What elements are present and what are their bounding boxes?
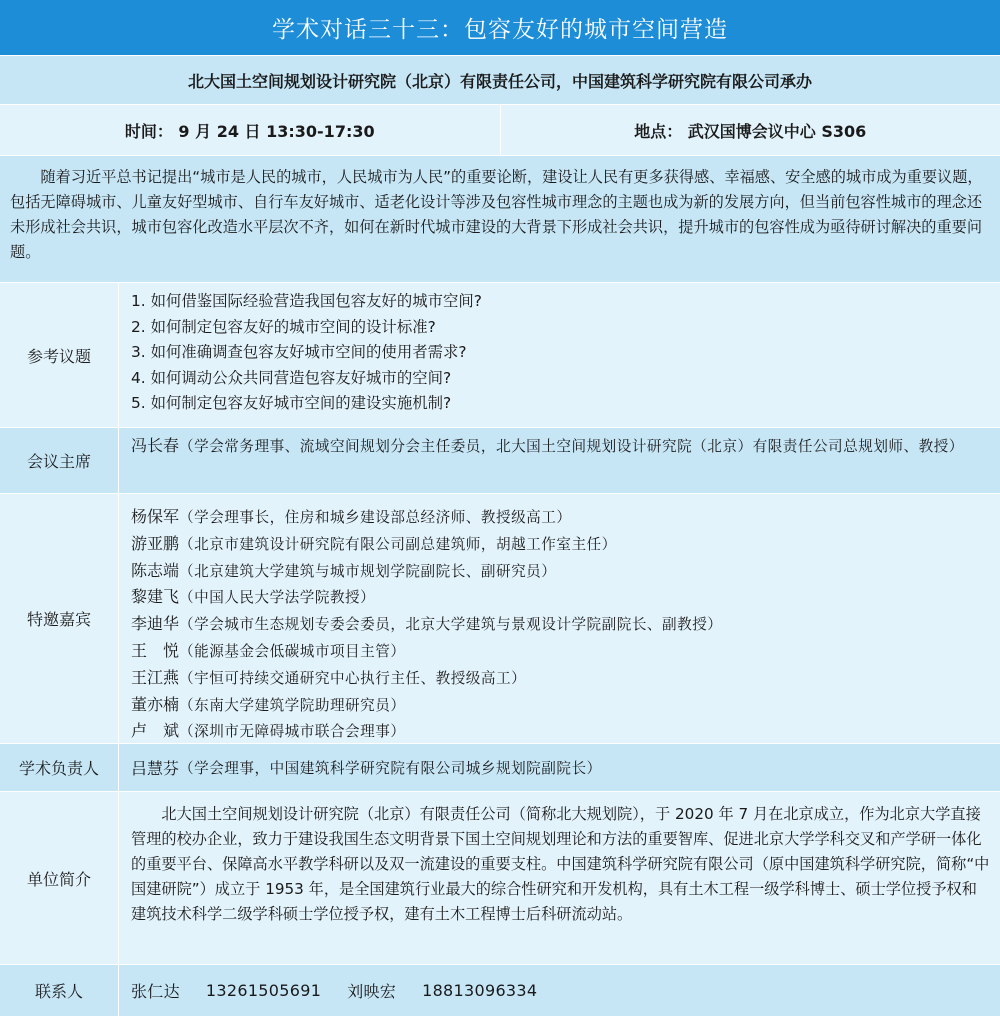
unit-label: 单位简介 (0, 792, 119, 964)
chair-label: 会议主席 (0, 428, 119, 493)
unit-info (119, 792, 1000, 964)
contact-info (119, 965, 1000, 1016)
guests-list (119, 494, 1000, 743)
topics-label: 参考议题 (0, 283, 119, 427)
guest-name: 王江燕 (131, 668, 179, 687)
topics-section (0, 283, 1000, 428)
guest-name: 杨保军 (131, 507, 179, 526)
intro-paragraph: 随着习近平总书记提出“城市是人民的城市，人民城市为人民”的重要论断，建设让人民有更多获得感、幸福感、安全感的城市成为重要议题，包括无障碍城市、儿童友好型城市、自行车友好城市、适老化设计等涉及包容性城市理念的主题也成为新的发展方向，但当前包容性城市的理念还未形成社会共识，城市包容化改造水平层次不齐，如何在新时代城市建设的大背景下形成社会共识，提升城市的包容性成为亟待研讨解决的重要问题。 (10, 165, 990, 265)
guest-name: 游亚鹏 (131, 534, 179, 553)
guests-section (0, 494, 1000, 744)
unit-intro-section (0, 792, 1000, 965)
list-item: 2. 如何制定包容友好的城市空间的设计标准? (131, 315, 990, 341)
list-item (131, 638, 990, 665)
list-item: 1. 如何借鉴国际经验营造我国包容友好的城市空间? (131, 289, 990, 315)
unit-paragraph: 北大国土空间规划设计研究院（北京）有限责任公司（简称北大规划院），于 2020 年 7 月在北京成立，作为北京大学直接管理的校办企业，致力于建设我国生态文明背景下国土空间规划理论和方法的重要智库、促进北京大学学科交叉和产学研一体化的重要平台、保障高水平教学科研以及双一流建设的重要支柱。中国建筑科学研究院有限公司（原中国建筑科学研究院，简称“中国建研院”）成立于 1953 年，是全国建筑行业最大的综合性研究和开发机构，具有土木工程一级学科博士、硕士学位授予权和建筑技术科学二级学科硕士学位授予权，建有土木工程博士后科研流动站。 (131, 802, 990, 927)
contact-name: 刘映宏 (347, 979, 396, 1002)
guest-name: 卢 斌 (131, 721, 179, 740)
lead-info (119, 744, 1000, 791)
lead-desc: （学会理事，中国建筑科学研究院有限公司城乡规划院副院长） (179, 757, 602, 778)
contact-label: 联系人 (0, 965, 119, 1016)
list-item (131, 665, 990, 692)
guest-desc: （学会理事长，住房和城乡建设部总经济师、教授级高工） (179, 509, 571, 526)
guests-label: 特邀嘉宾 (0, 494, 119, 743)
guest-name: 董亦楠 (131, 695, 179, 714)
guest-desc: （宇恒可持续交通研究中心执行主任、教授级高工） (179, 670, 526, 687)
academic-lead-section (0, 744, 1000, 792)
lead-label: 学术负责人 (0, 744, 119, 791)
lead-name: 吕慧芬 (131, 756, 179, 779)
list-item (131, 692, 990, 719)
list-item (131, 504, 990, 531)
chair-name: 冯长春 (131, 436, 179, 455)
guest-name: 黎建飞 (131, 587, 179, 606)
contact-phone: 18813096334 (422, 981, 537, 1000)
organizer-line: 北大国土空间规划设计研究院（北京）有限责任公司，中国建筑科学研究院有限公司承办 (0, 56, 1000, 105)
list-item: 4. 如何调动公众共同营造包容友好城市的空间? (131, 366, 990, 392)
list-item: 5. 如何制定包容友好城市空间的建设实施机制? (131, 391, 990, 417)
chair-section (0, 428, 1000, 494)
contact-section (0, 965, 1000, 1016)
guest-name: 陈志端 (131, 561, 179, 580)
chair-desc: （学会常务理事、流域空间规划分会主任委员，北大国土空间规划设计研究院（北京）有限责任公司总规划师、教授） (179, 438, 964, 455)
guest-desc: （东南大学建筑学院助理研究员） (179, 697, 405, 714)
list-item (131, 531, 990, 558)
guest-name: 李迪华 (131, 614, 179, 633)
topics-list (119, 283, 1000, 427)
list-item (131, 584, 990, 611)
guest-desc: （北京市建筑设计研究院有限公司副总建筑师，胡越工作室主任） (179, 536, 617, 553)
contact-phone: 13261505691 (206, 981, 321, 1000)
list-item (131, 718, 990, 745)
contact-name: 张仁达 (131, 979, 180, 1002)
guest-desc: （深圳市无障碍城市联合会理事） (179, 723, 405, 740)
intro-section (0, 156, 1000, 283)
guest-desc: （中国人民大学法学院教授） (179, 589, 375, 606)
place-text: 地点： 武汉国博会议中心 S306 (500, 105, 1000, 155)
guest-desc: （学会城市生态规划专委会委员，北京大学建筑与景观设计学院副院长、副教授） (179, 616, 722, 633)
list-item (131, 558, 990, 585)
page-title: 学术对话三十三：包容友好的城市空间营造 (0, 0, 1000, 56)
time-text: 时间： 9 月 24 日 13:30-17:30 (0, 105, 500, 155)
guest-name: 王 悦 (131, 641, 179, 660)
list-item: 3. 如何准确调查包容友好城市空间的使用者需求? (131, 340, 990, 366)
chair-info (119, 428, 1000, 493)
guest-desc: （能源基金会低碳城市项目主管） (179, 643, 405, 660)
time-place-row (0, 105, 1000, 156)
guest-desc: （北京建筑大学建筑与城市规划学院副院长、副研究员） (179, 563, 556, 580)
list-item (131, 611, 990, 638)
